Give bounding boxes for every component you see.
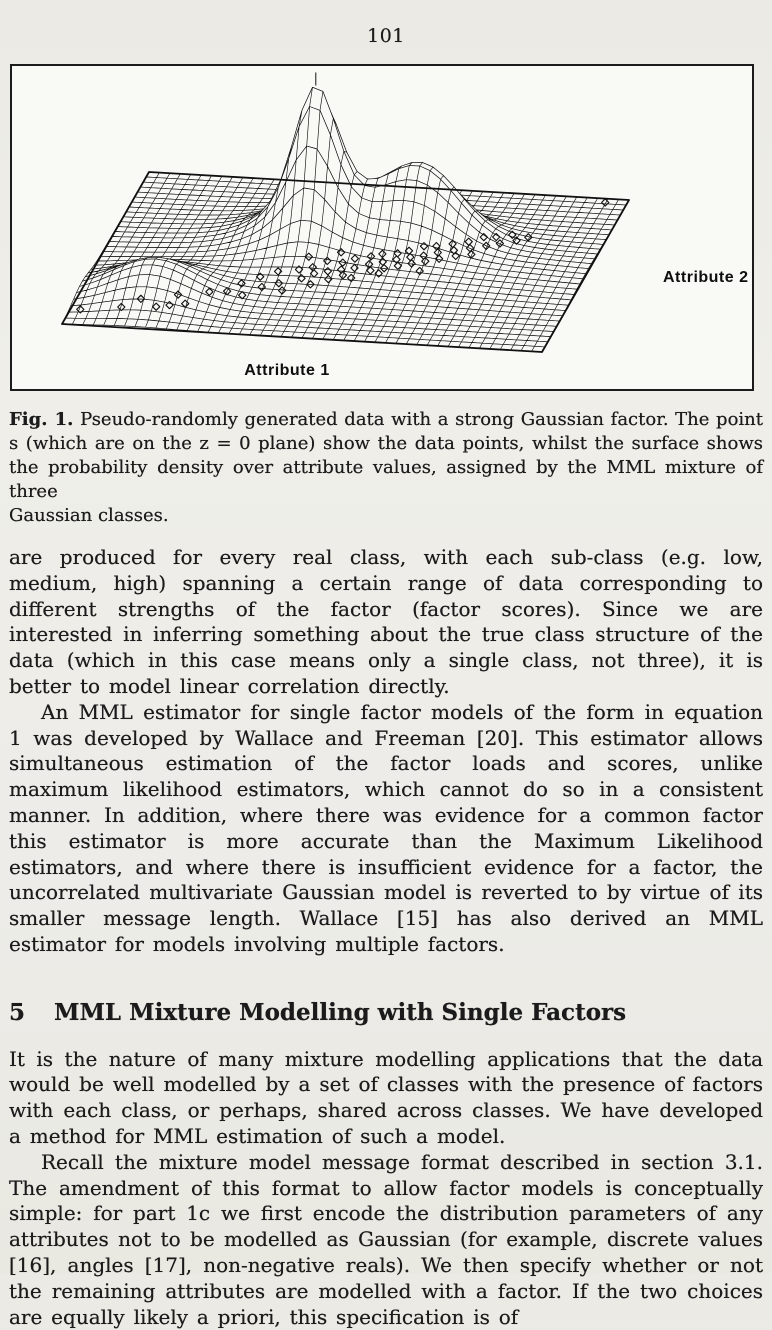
paragraph: are produced for every real class, with each sub-class (e.g. low, medium, high) spanning a certain range of data corresponding to different strengths of the factor (factor scores). Since we are interested in inferring something about the true class structure of the data (which in this case means only a single class, not three), it is better to model linear correlation directly. (9, 545, 763, 698)
surface-plot-svg (12, 66, 754, 389)
section-title: MML Mixture Modelling with Single Factors (54, 998, 627, 1026)
figure-caption-line: the probability density over attribute values, assigned by the MML mixture of three (9, 457, 763, 502)
figure-1 (10, 64, 754, 391)
figure-caption-line: s (which are on the z = 0 plane) show the data points, whilst the surface shows (9, 433, 763, 454)
figure-caption (9, 408, 763, 528)
figure-caption-line: Gaussian classes. (9, 505, 169, 526)
paragraph: An MML estimator for single factor models of the form in equation 1 was developed by Wallace and Freeman [20]. This estimator allows simultaneous estimation of the factor loads and scores, unlike maximum likelihood estimators, which cannot do so in a consistent manner. In addition, where there was evidence for a common factor this estimator is more accurate than the Maximum Likelihood estimators, and where there is insufficient evidence for a factor, the uncorrelated multivariate Gaussian model is reverted to by virtue of its smaller message length. Wallace [15] has also derived an MML estimator for models involving multiple factors. (9, 699, 763, 956)
figure-caption-line (9, 408, 763, 432)
paragraph: Recall the mixture model message format described in section 3.1. The amendment of this format to allow factor models is conceptually simple: for part 1c we first encode the distribution parameters of any attributes not to be modelled as Gaussian (for example, discrete values [16], angles [17], non-negative reals). We then specify whether or not the remaining attributes are modelled with a factor. If the two choices are equally likely a priori, this specification is of (9, 1149, 763, 1329)
section-heading (9, 1000, 763, 1026)
page-number: 101 (367, 25, 405, 47)
figure-caption-text: Pseudo-randomly generated data with a strong Gaussian factor. The point (80, 409, 763, 430)
y-axis-label: Attribute 2 (663, 269, 749, 286)
body-text-column (9, 545, 763, 1330)
figure-label: Fig. 1. (9, 409, 74, 430)
x-axis-label: Attribute 1 (244, 362, 330, 379)
paragraph: It is the nature of many mixture modelling applications that the data would be well modelled by a set of classes with the presence of factors with each class, or perhaps, shared across classes. We have developed a method for MML estimation of such a model. (9, 1046, 763, 1148)
section-number: 5 (9, 998, 26, 1026)
